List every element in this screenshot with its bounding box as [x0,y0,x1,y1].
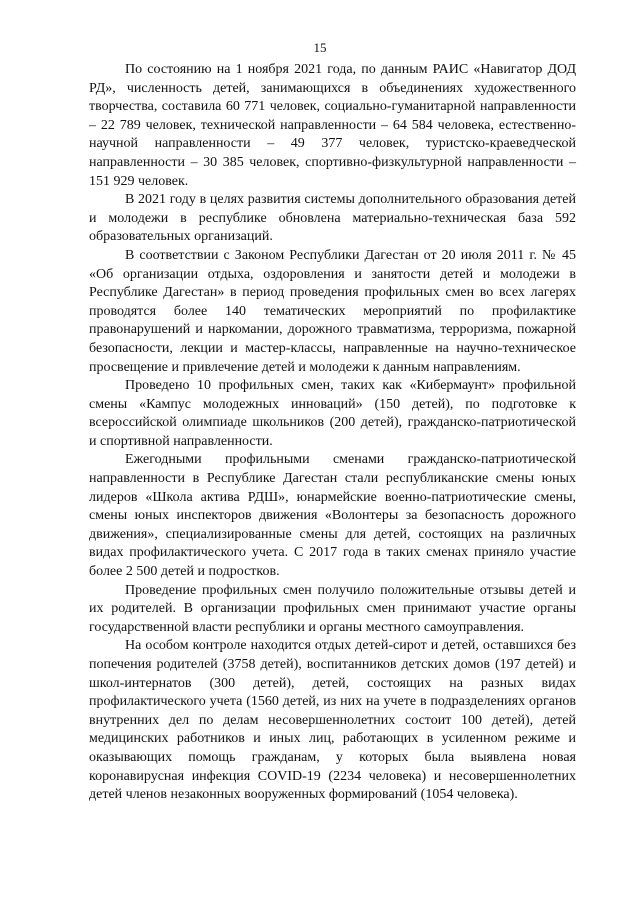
paragraph-law-activities: В соответствии с Законом Республики Дагестан от 20 июля 2011 г. № 45 «Об организации отдыха, оздоровления и занятости детей и молодежи в Республике Дагестан» в период проведения профильных смен во всех лагерях проводятся более 140 тематических мероприятий по профилактике правонарушений и наркомании, дорожного травматизма, терроризма, пожарной безопасности, лекции и мастер-классы, направленные на научно-техническое просвещение и привлечение детей и молодежи к данным направлениям. [89,247,576,375]
document-body [89,61,576,805]
paragraph-feedback: Проведение профильных смен получило положительные отзывы детей и их родителей. В организации профильных смен принимают участие органы государственной власти республики и органы местного самоуправления. [89,582,576,635]
paragraph-special-control: На особом контроле находится отдых детей-сирот и детей, оставшихся без попечения родителей (3758 детей), воспитанников детских домов (197 детей) и школ-интернатов (300 детей), детей, состоящих на разных видах профилактического учета (1560 детей, из них на учете в подразделениях органов внутренних дел по делам несовершеннолетних состоит 100 детей), детей медицинских работников и иных лиц, работающих в усиленном режиме и оказывающих помощь гражданам, у которых была выявлена новая коронавирусная инфекция COVID-19 (2234 человека) и несовершеннолетних детей членов незаконных вооруженных формирований (1054 человека). [89,638,576,803]
page-number: 15 [313,40,327,55]
paragraph-patriotic-shifts: Ежегодными профильными сменами гражданско-патриотической направленности в Республике Дагестан стали республиканские смены юных лидеров «Школа актива РДШ», юнармейские военно-патриотические смены, смены юных инспекторов движения «Волонтеры за безопасность дорожного движения», специализированные смены для детей, состоящих на различных видах профилактического учета. С 2017 года в таких сменах приняло участие более 2 500 детей и подростков. [89,452,576,580]
paragraph-enrollment-statistics: По состоянию на 1 ноября 2021 года, по данным РАИС «Навигатор ДОД РД», численность детей, занимающихся в объединениях художественного творчества, составила 60 771 человек, социально-гуманитарной направленности – 22 789 человек, технической направленности – 64 584 человека, естественно-научной направленности – 49 377 человек, туристско-краеведческой направленности – 30 385 человек, спортивно-физкультурной направленности – 151 929 человек. [89,62,576,189]
paragraph-material-base: В 2021 году в целях развития системы дополнительного образования детей и молодежи в республике обновлена материально-техническая база 592 образовательных организаций. [89,192,576,245]
paragraph-profile-shifts: Проведено 10 профильных смен, таких как «Кибермаунт» профильной смены «Кампус молодежных инноваций» (150 детей), по подготовке к всероссийской олимпиаде школьников (200 детей), гражданско-патриотической и спортивной направленности. [89,378,576,449]
